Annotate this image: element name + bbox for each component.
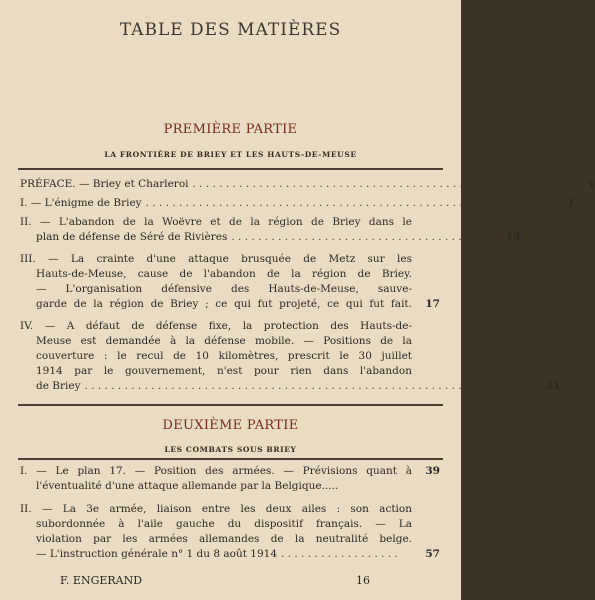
- entry-text: Hauts-de-Meuse, cause de l'abandon de la région de Briey.: [36, 268, 412, 280]
- page-title: TABLE DES MATIÈRES: [119, 20, 342, 40]
- toc-entry-part2-chapter-1: [20, 464, 440, 494]
- entry-text: — L'instruction générale n° 1 du 8 août 1914: [36, 548, 278, 560]
- part-1-rule: [18, 168, 443, 170]
- leader-dots: . . . . . . . . . . . . . . . . . . . . . . . . . . . . . . . . . . . . . . . . . . . . . . . . . . . . . . . .: [192, 178, 563, 190]
- part-2-title: DEUXIÈME PARTIE: [162, 418, 299, 433]
- footer-signature-mark: 16: [356, 574, 370, 587]
- part-1-title: PREMIÈRE PARTIE: [163, 122, 298, 137]
- entry-text: de Briey: [36, 380, 81, 392]
- entry-text: — L'organisation défensive des Hauts-de-Meuse, sauve-: [36, 283, 412, 295]
- page-number: v: [588, 178, 595, 190]
- toc-entry-chapter-2: [20, 215, 521, 245]
- part-2-rule: [18, 458, 443, 460]
- entry-text: garde de la région de Briey ; ce qui fut projeté, ce qui fut fait.: [36, 298, 412, 310]
- entry-text: II. — La 3e armée, liaison entre les deux ailes : son action: [20, 503, 412, 515]
- entry-text: II. — L'abandon de la Woëvre et de la région de Briey dans le: [20, 216, 412, 228]
- leader-dots: . . . . . . . . . . . . . . . . . . . . . . . . . . . . . . . . . . . . . . . . . . . . . . . . . . . . . . . . . . . .: [145, 197, 543, 209]
- page-number: 17: [425, 298, 440, 310]
- footer-author: F. ENGERAND: [60, 574, 143, 587]
- leader-dots: . . . . . . . . . . . . . . . . . . . . . . . . . . . . . . . . . . . . . . .: [231, 231, 489, 243]
- entry-text: plan de défense de Séré de Rivières: [36, 231, 228, 243]
- entry-text: I. — L'énigme de Briey: [20, 197, 142, 209]
- toc-entry-preface: [20, 177, 595, 192]
- entry-text: PRÉFACE. — Briey et Charleroi: [20, 178, 189, 190]
- toc-entry-chapter-1: [20, 196, 575, 211]
- entry-text: violation par les armées allemandes de la neutralité belge.: [36, 533, 412, 545]
- entry-text: I. — Le plan 17. — Position des armées. — Prévisions quant à: [20, 465, 412, 477]
- entry-text: subordonnée à l'aile gauche du dispositif français. — La: [36, 518, 412, 530]
- toc-entry-chapter-4: [20, 319, 561, 394]
- part-divider-rule: [18, 404, 443, 406]
- entry-text: III. — La crainte d'une attaque brusquée de Metz sur les: [20, 253, 412, 265]
- page-number: 13: [505, 231, 521, 243]
- entry-text: couverture : le recul de 10 kilomètres, prescrit le 30 juillet: [36, 350, 412, 362]
- toc-entry-part2-chapter-2: [20, 502, 440, 562]
- page-number: 1: [567, 197, 575, 209]
- page-number: 31: [545, 380, 561, 392]
- part-1-subtitle: LA FRONTIÈRE DE BRIEY ET LES HAUTS-DE-MEUSE: [104, 150, 357, 159]
- page-number: 57: [425, 548, 440, 560]
- leader-dots: . . . . . . . . . . . . . . . . . .: [281, 548, 398, 560]
- toc-entry-chapter-3: [20, 252, 440, 312]
- entry-text: IV. — A défaut de défense fixe, la protection des Hauts-de-: [20, 320, 412, 332]
- entry-text: l'éventualité d'une attaque allemande par la Belgique.....: [36, 480, 339, 492]
- entry-text: 1914 par le gouvernement, n'est pour rien dans l'abandon: [36, 365, 412, 377]
- entry-text: Meuse est demandée à la défense mobile. — Positions de la: [36, 335, 412, 347]
- page-number: 39: [425, 465, 440, 477]
- leader-dots: . . . . . . . . . . . . . . . . . . . . . . . . . . . . . . . . . . . . . . . . . . . . . . . . . . . . . . . . . . . . . . . . . . .: [84, 380, 529, 392]
- part-2-subtitle: LES COMBATS SOUS BRIEY: [164, 445, 297, 454]
